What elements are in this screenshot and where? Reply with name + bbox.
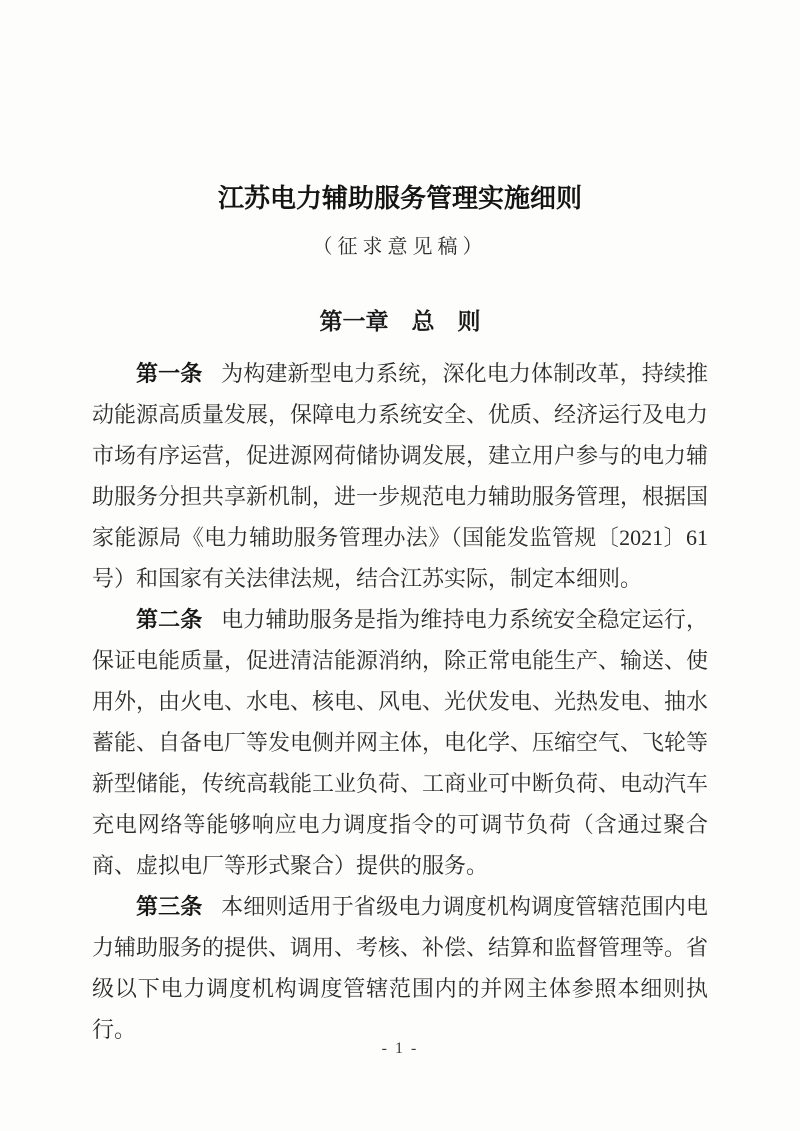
article-paragraph-2 [92, 599, 708, 886]
article-number-3: 第三条 [136, 894, 203, 919]
article-text-2: 电力辅助服务是指为维持电力系统安全稳定运行，保证电能质量，促进清洁能源消纳，除正常电能生产、输送、使用外，由火电、水电、核电、风电、光伏发电、光热发电、抽水蓄能、自备电厂等发电侧并网主体，电化学、压缩空气、飞轮等新型储能，传统高载能工业负荷、工商业可中断负荷、电动汽车充电网络等能够响应电力调度指令的可调节负荷（含通过聚合商、虚拟电厂等形式聚合）提供的服务。 [92, 607, 709, 878]
document-title: 江苏电力辅助服务管理实施细则 [217, 184, 582, 213]
article-text-1: 为构建新型电力系统，深化电力体制改革，持续推动能源高质量发展，保障电力系统安全、优质、经济运行及电力市场有序运营，促进源网荷储协调发展，建立用户参与的电力辅助服务分担共享新机制，进一步规范电力辅助服务管理，根据国家能源局《电力辅助服务管理办法》（国能发监管规〔2021〕61号）和国家有关法律法规，结合江苏实际，制定本细则。 [92, 361, 709, 591]
article-paragraph-1 [92, 353, 708, 599]
article-paragraph-3 [92, 886, 708, 1050]
article-number-1: 第一条 [136, 361, 203, 386]
page-number: - 1 - [381, 1040, 419, 1057]
article-text-3: 本细则适用于省级电力调度机构调度管辖范围内电力辅助服务的提供、调用、考核、补偿、结算和监督管理等。省级以下电力调度机构调度管辖范围内的并网主体参照本细则执行。 [92, 894, 709, 1042]
document-subtitle: （征求意见稿） [312, 236, 488, 258]
article-number-2: 第二条 [136, 607, 203, 632]
chapter-heading: 第一章 总 则 [319, 309, 481, 334]
